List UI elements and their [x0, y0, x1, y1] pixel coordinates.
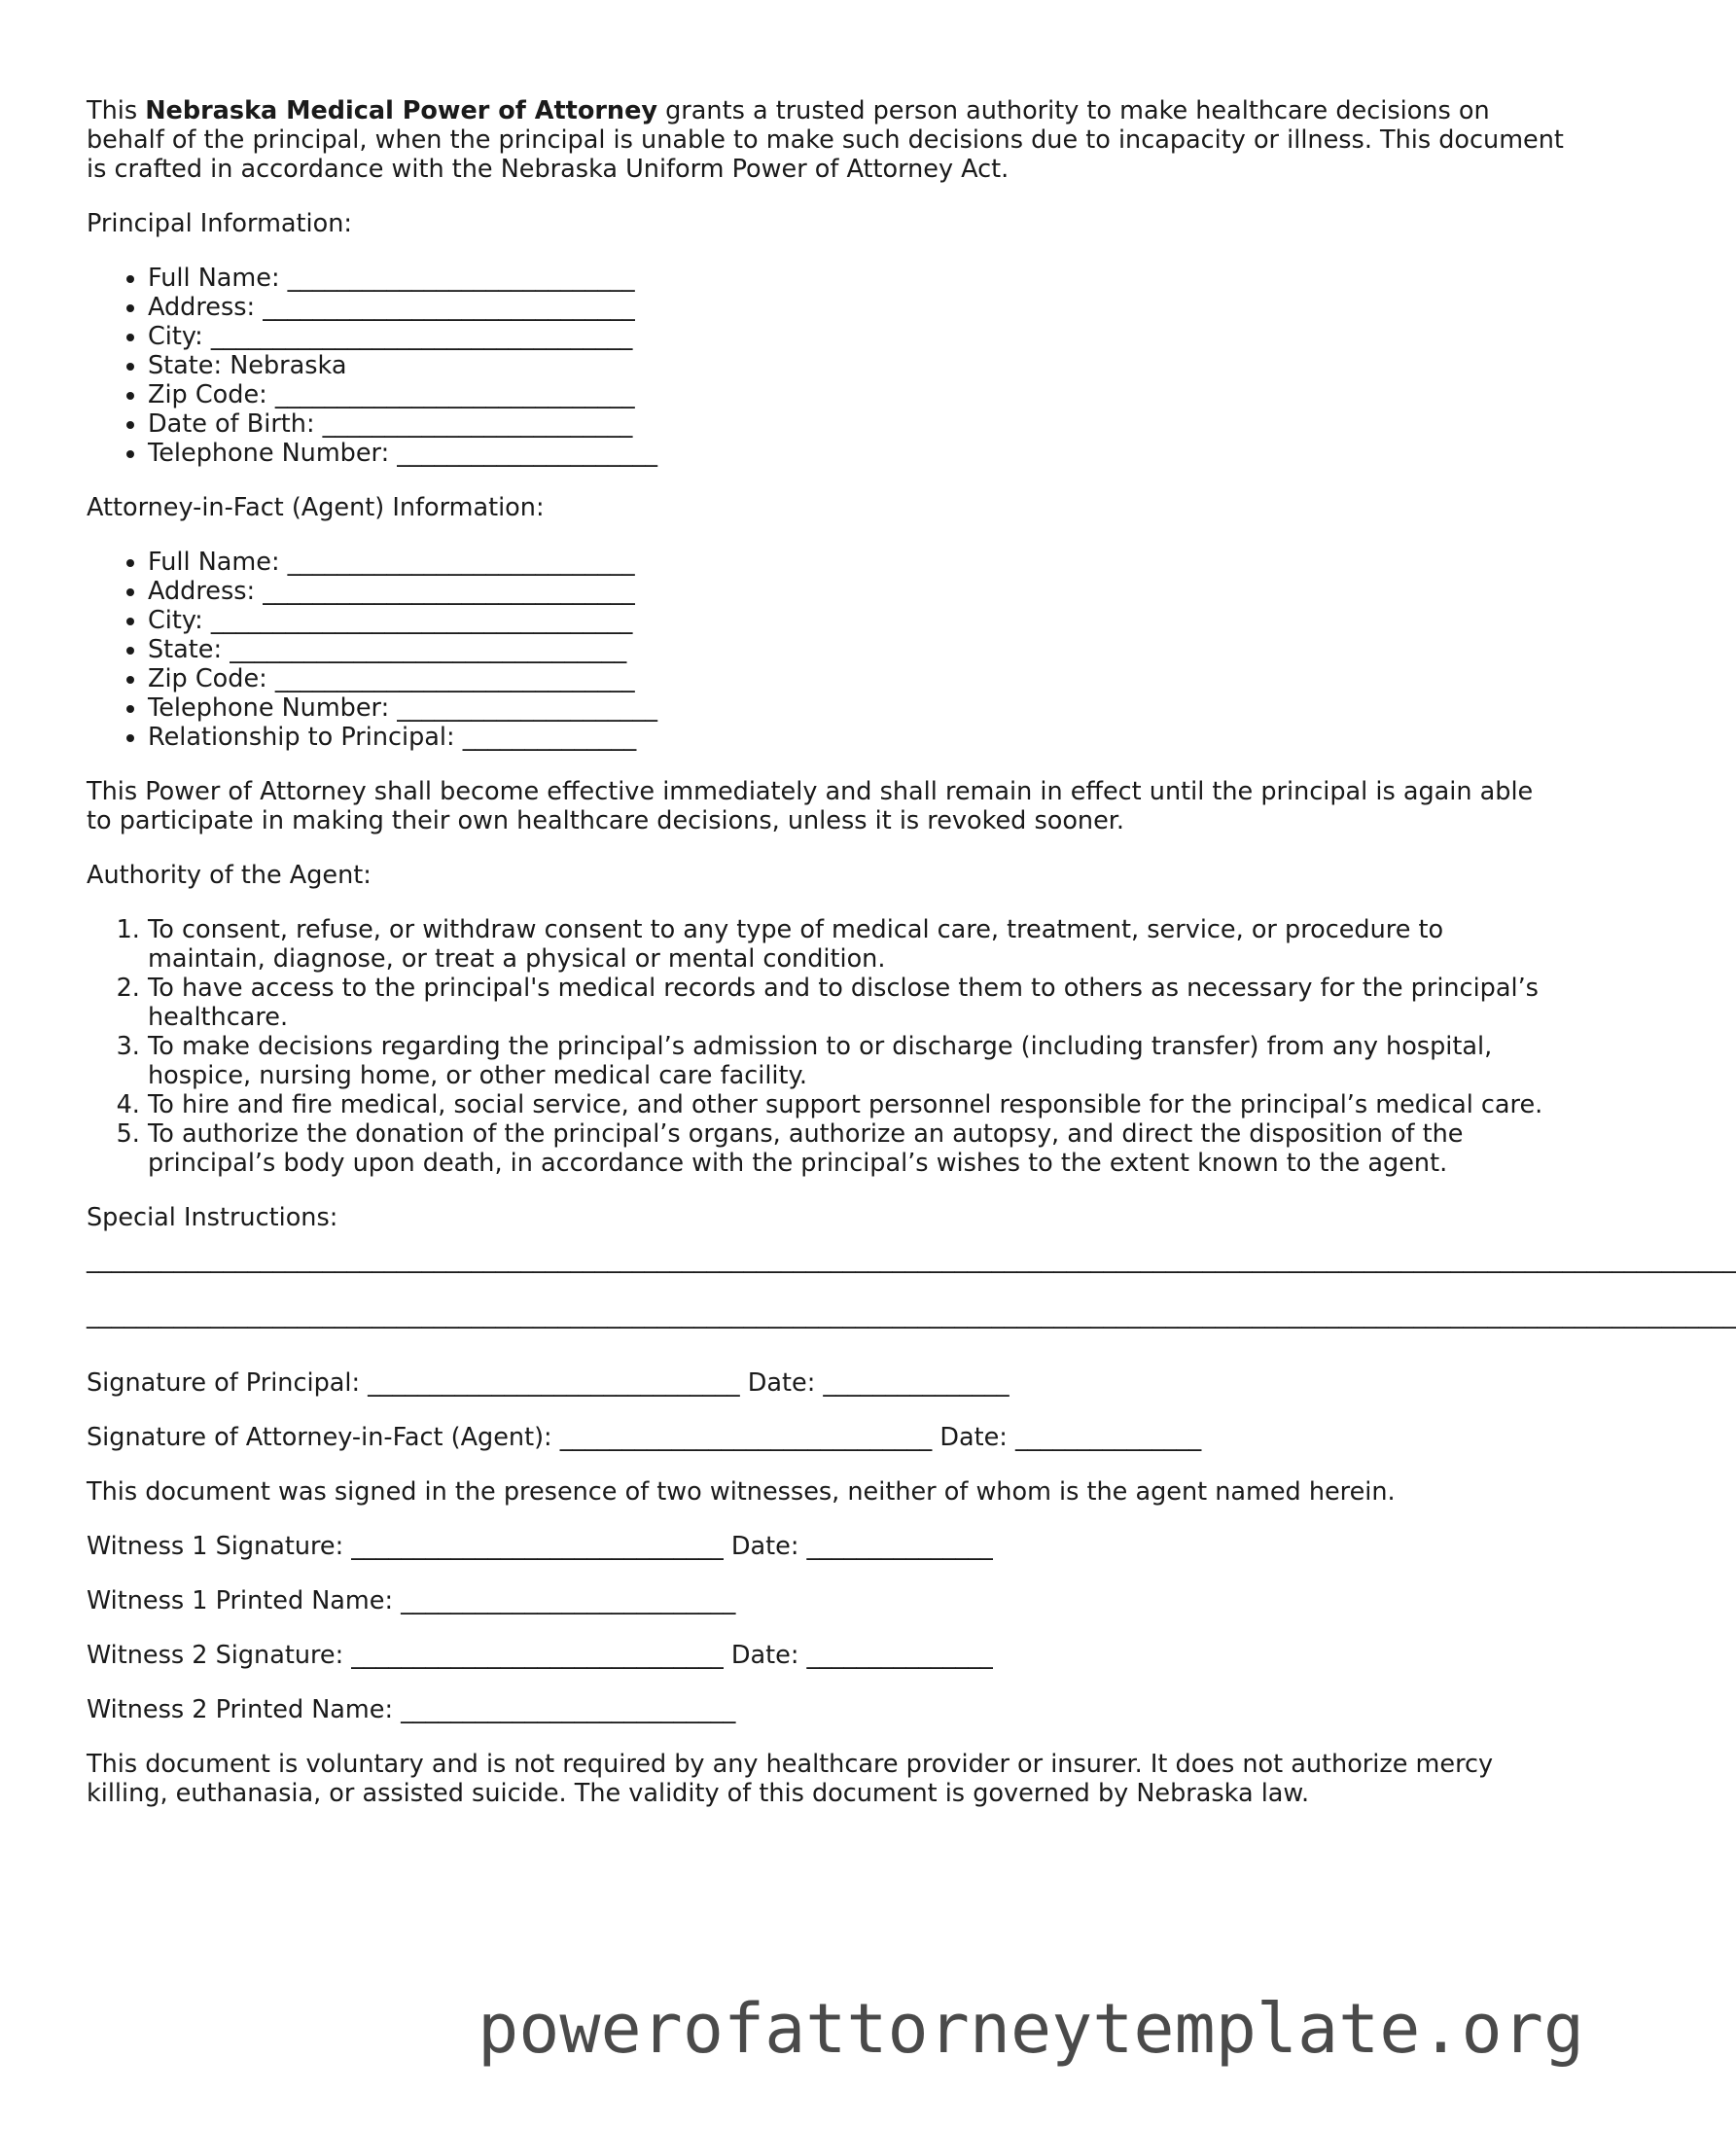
authority-item: 2. To have access to the principal's medical records and to disclose them to others as necessary for the principal’s healthcare. — [148, 974, 1565, 1032]
authority-item: 1. To consent, refuse, or withdraw consent to any type of medical care, treatment, service, or procedure to maintain, diagnose, or treat a physical or mental condition. — [148, 915, 1565, 974]
principal-signature-line: Signature of Principal: ______________________________ Date: _______________ — [87, 1368, 1010, 1398]
agent-heading: Attorney-in-Fact (Agent) Information: — [87, 493, 545, 522]
witness1-signature-line: Witness 1 Signature: ______________________________ Date: _______________ — [87, 1532, 993, 1561]
special-instructions-lines — [87, 1232, 1736, 1343]
special-instructions-line: _____________________________________________________________________________________________________________________________________ — [87, 1300, 1736, 1330]
agent-relationship-field: • Relationship to Principal: ______________ — [148, 723, 1565, 752]
agent-address-field: • Address: ______________________________ — [148, 577, 1565, 606]
authority-item: 5. To authorize the donation of the principal’s organs, authorize an autopsy, and direct the disposition of the principal’s body upon death, in accordance with the principal’s wishes to the extent known to the agent. — [148, 1119, 1565, 1178]
principal-heading: Principal Information: — [87, 209, 352, 238]
authority-item: 4. To hire and fire medical, social service, and other support personnel responsible for the principal’s medical care. — [148, 1090, 1565, 1119]
authority-heading: Authority of the Agent: — [87, 861, 372, 890]
principal-full-name-field: • Full Name: ____________________________ — [148, 264, 1565, 293]
agent-zip-field: • Zip Code: _____________________________ — [148, 664, 1565, 693]
effective-paragraph: This Power of Attorney shall become effective immediately and shall remain in effect until the principal is again able to participate in making their own healthcare decisions, unless it is revoked sooner. — [87, 777, 1534, 835]
principal-zip-field: • Zip Code: _____________________________ — [148, 380, 1565, 409]
agent-phone-field: • Telephone Number: _____________________ — [148, 693, 1565, 723]
authority-item: 3. To make decisions regarding the principal’s admission to or discharge (including transfer) from any hospital, hospice, nursing home, or other medical care facility. — [148, 1032, 1565, 1090]
agent-state-field: • State: ________________________________ — [148, 635, 1565, 664]
authority-list — [87, 915, 1565, 1178]
agent-field-list — [87, 548, 1565, 752]
witness1-name-line: Witness 1 Printed Name: ___________________________ — [87, 1586, 736, 1615]
document-title: Nebraska Medical Power of Attorney — [145, 96, 658, 125]
principal-dob-field: • Date of Birth: _________________________ — [148, 409, 1565, 439]
principal-state-field: • State: Nebraska — [148, 351, 1565, 380]
principal-phone-field: • Telephone Number: _____________________ — [148, 439, 1565, 468]
closing-paragraph: This document is voluntary and is not required by any healthcare provider or insurer. It does not authorize mercy killing, euthanasia, or assisted suicide. The validity of this document is governed by Nebraska law. — [87, 1750, 1494, 1808]
witness-statement: This document was signed in the presence of two witnesses, neither of whom is the agent named herein. — [87, 1477, 1396, 1507]
agent-full-name-field: • Full Name: ____________________________ — [148, 548, 1565, 577]
site-watermark: powerofattorneytemplate.org — [478, 1989, 1584, 2069]
special-instructions-line: _____________________________________________________________________________________________________________________________________ — [87, 1245, 1736, 1274]
witness2-name-line: Witness 2 Printed Name: ___________________________ — [87, 1695, 736, 1724]
principal-address-field: • Address: ______________________________ — [148, 293, 1565, 322]
intro-suffix: grants a trusted person authority to make healthcare decisions on behalf of the principal, when the principal is unable to make such decisions due to incapacity or illness. This document is crafted in accordance with the Nebraska Uniform Power of Attorney Act. — [87, 96, 1564, 184]
principal-field-list — [87, 264, 1565, 468]
intro-paragraph — [87, 96, 1565, 184]
document-body — [87, 96, 1736, 1833]
principal-city-field: • City: __________________________________ — [148, 322, 1565, 351]
agent-city-field: • City: __________________________________ — [148, 606, 1565, 635]
intro-prefix: This — [87, 96, 146, 125]
special-instructions-heading: Special Instructions: — [87, 1203, 338, 1232]
witness2-signature-line: Witness 2 Signature: ______________________________ Date: _______________ — [87, 1641, 993, 1670]
agent-signature-line: Signature of Attorney-in-Fact (Agent): ______________________________ Date: _______________ — [87, 1423, 1202, 1452]
